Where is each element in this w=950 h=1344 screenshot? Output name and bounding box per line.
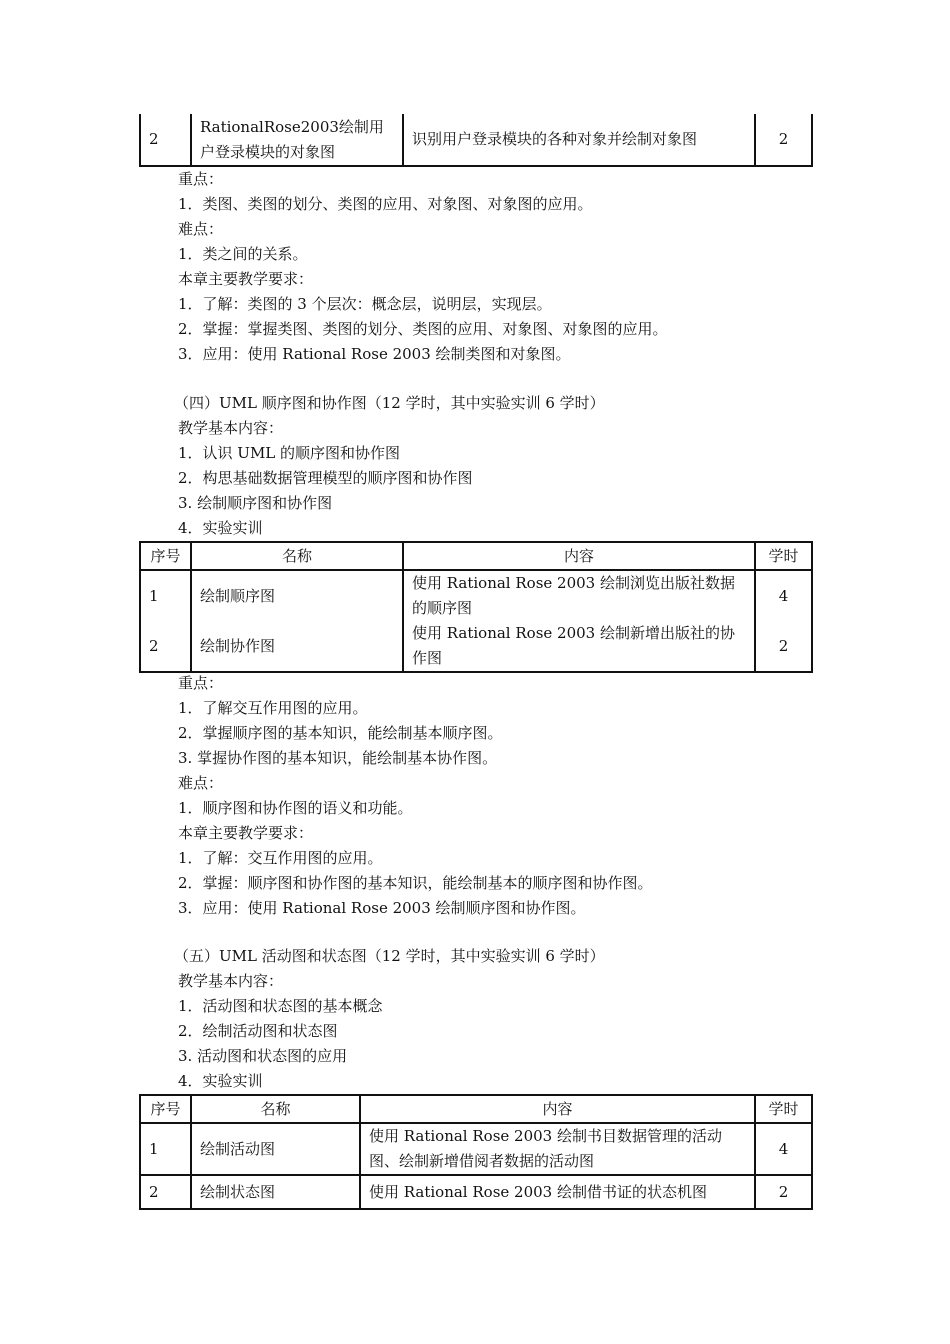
cell-content: 使用 Rational Rose 2003 绘制书目数据管理的活动图、绘制新增借阅者数据的活动图 xyxy=(360,1123,755,1175)
text-line: 1．类之间的关系。 xyxy=(178,245,308,263)
text-line: 3. 掌握协作图的基本知识，能绘制基本协作图。 xyxy=(178,749,498,767)
cell-no: 2 xyxy=(140,114,191,166)
cell-name: 绘制协作图 xyxy=(191,621,403,672)
text-line: 1．顺序图和协作图的语义和功能。 xyxy=(178,799,413,817)
section-4-table xyxy=(139,541,813,673)
text-line: 4．实验实训 xyxy=(178,1072,263,1090)
cell-content: 使用 Rational Rose 2003 绘制浏览出版社数据的顺序图 xyxy=(403,570,755,621)
header-no: 序号 xyxy=(140,542,191,570)
section-5-table xyxy=(139,1094,813,1210)
cell-no: 1 xyxy=(140,570,191,621)
text-line: 2．掌握顺序图的基本知识，能绘制基本顺序图。 xyxy=(178,724,503,742)
cell-no: 1 xyxy=(140,1123,191,1175)
table-row xyxy=(140,621,812,672)
text-line: 本章主要教学要求： xyxy=(178,270,314,288)
text-line: 1．了解交互作用图的应用。 xyxy=(178,699,368,717)
cell-name: 绘制活动图 xyxy=(191,1123,360,1175)
table-row xyxy=(140,1175,812,1209)
header-name: 名称 xyxy=(191,1095,360,1123)
header-content: 内容 xyxy=(403,542,755,570)
text-line: 3．应用：使用 Rational Rose 2003 绘制顺序图和协作图。 xyxy=(178,899,586,917)
table-row xyxy=(140,1123,812,1175)
text-line: 4．实验实训 xyxy=(178,519,263,537)
cell-hours: 2 xyxy=(755,1175,812,1209)
object-diagram-table xyxy=(139,114,813,167)
header-content: 内容 xyxy=(360,1095,755,1123)
text-line: 2．绘制活动图和状态图 xyxy=(178,1022,338,1040)
text-line: 教学基本内容： xyxy=(178,972,284,990)
text-line: 1．了解：类图的 3 个层次：概念层，说明层，实现层。 xyxy=(178,295,552,313)
text-line: 教学基本内容： xyxy=(178,419,284,437)
cell-hours: 2 xyxy=(755,621,812,672)
section-4-title: （四）UML 顺序图和协作图（12 学时，其中实验实训 6 学时） xyxy=(174,394,605,412)
header-no: 序号 xyxy=(140,1095,191,1123)
header-hours: 学时 xyxy=(755,542,812,570)
table-header-row xyxy=(140,1095,812,1123)
section-5-intro xyxy=(178,969,383,1094)
text-line: 2．掌握：掌握类图、类图的划分、类图的应用、对象图、对象图的应用。 xyxy=(178,320,668,338)
cell-content: 使用 Rational Rose 2003 绘制借书证的状态机图 xyxy=(360,1175,755,1209)
cell-hours: 4 xyxy=(755,570,812,621)
text-line: 重点： xyxy=(178,674,224,692)
text-line: 重点： xyxy=(178,170,224,188)
text-line: 难点： xyxy=(178,220,224,238)
section-4-notes xyxy=(178,671,653,921)
cell-content: 识别用户登录模块的各种对象并绘制对象图 xyxy=(403,114,755,166)
class-diagram-notes xyxy=(178,167,668,367)
cell-no: 2 xyxy=(140,1175,191,1209)
cell-name: 绘制顺序图 xyxy=(191,570,403,621)
section-4-intro xyxy=(178,416,473,541)
section-5-title: （五）UML 活动图和状态图（12 学时，其中实验实训 6 学时） xyxy=(174,947,605,965)
cell-name: RationalRose2003绘制用户登录模块的对象图 xyxy=(191,114,403,166)
text-line: 1．认识 UML 的顺序图和协作图 xyxy=(178,444,401,462)
text-line: 1．了解：交互作用图的应用。 xyxy=(178,849,383,867)
cell-name: 绘制状态图 xyxy=(191,1175,360,1209)
text-line: 1．类图、类图的划分、类图的应用、对象图、对象图的应用。 xyxy=(178,195,593,213)
cell-content: 使用 Rational Rose 2003 绘制新增出版社的协作图 xyxy=(403,621,755,672)
cell-hours: 4 xyxy=(755,1123,812,1175)
text-line: 3. 活动图和状态图的应用 xyxy=(178,1047,348,1065)
text-line: 2．掌握：顺序图和协作图的基本知识，能绘制基本的顺序图和协作图。 xyxy=(178,874,653,892)
header-hours: 学时 xyxy=(755,1095,812,1123)
text-line: 1．活动图和状态图的基本概念 xyxy=(178,997,383,1015)
text-line: 本章主要教学要求： xyxy=(178,824,314,842)
header-name: 名称 xyxy=(191,542,403,570)
text-line: 3．应用：使用 Rational Rose 2003 绘制类图和对象图。 xyxy=(178,345,571,363)
table-row xyxy=(140,114,812,166)
cell-hours: 2 xyxy=(755,114,812,166)
cell-no: 2 xyxy=(140,621,191,672)
text-line: 3. 绘制顺序图和协作图 xyxy=(178,494,333,512)
text-line: 难点： xyxy=(178,774,224,792)
table-row xyxy=(140,570,812,621)
text-line: 2．构思基础数据管理模型的顺序图和协作图 xyxy=(178,469,473,487)
table-header-row xyxy=(140,542,812,570)
